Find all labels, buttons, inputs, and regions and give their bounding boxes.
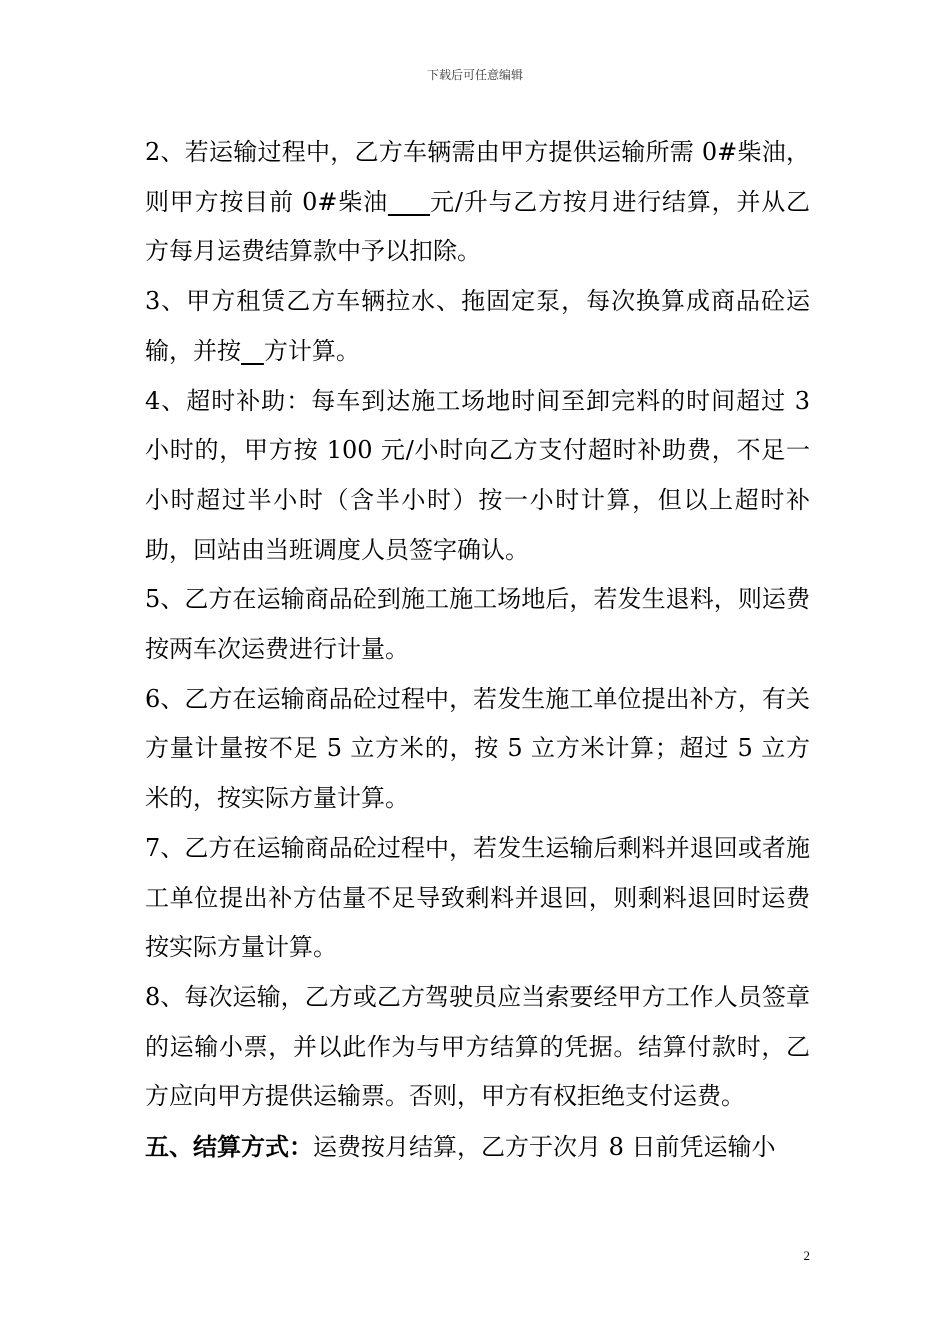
clause-4: 4、超时补助：每车到达施工场地时间至卸完料的时间超过 3 小时的，甲方按 100 元/小时向乙方支付超时补助费，不足一小时超过半小时（含半小时）按一小时计算，但以上超时补助，回站由当班调度人员签字确认。: [145, 386, 810, 564]
clause-7: 7、乙方在运输商品砼过程中，若发生运输后剩料并退回或者施工单位提出补方估量不足导致剩料并退回，则剩料退回时运费按实际方量计算。: [145, 833, 810, 962]
page-header: 下载后可任意编辑: [426, 68, 523, 82]
clause-3: [145, 277, 810, 376]
page-number: 2: [803, 1248, 810, 1263]
clause-8: 8、每次运输，乙方或乙方驾驶员应当索要经甲方工作人员签章的运输小票，并以此作为与甲方结算的凭据。结算付款时，乙方应向甲方提供运输票。否则，甲方有权拒绝支付运费。: [145, 982, 810, 1111]
clause-5: 5、乙方在运输商品砼到施工施工场地后，若发生退料，则运费按两车次运费进行计量。: [145, 585, 810, 664]
clause-3-text-a: 3、甲方租赁乙方车辆拉水、拖固定泵，每次换算成商品砼运输，并按: [145, 287, 810, 365]
fuel-price-blank: [388, 188, 430, 216]
volume-blank: [241, 337, 264, 365]
clause-6: 6、乙方在运输商品砼过程中，若发生施工单位提出补方，有关方量计量按不足 5 立方米的，按 5 立方米计算；超过 5 立方米的，按实际方量计算。: [145, 684, 810, 813]
section-5-text: 运费按月结算，乙方于次月 8 日前凭运输小: [313, 1133, 776, 1162]
clause-2-text-a: 2、若运输过程中，乙方车辆需由甲方提供运输所需 0#柴油，则甲方按目前 0#柴油: [145, 138, 810, 216]
section-5-heading: 五、结算方式：: [145, 1132, 313, 1162]
clause-2: [145, 128, 810, 277]
clause-3-text-b: 方计算。: [263, 336, 360, 365]
document-body: [145, 128, 810, 1173]
clause-2-text-b: 元/升与乙方按月进行结算，并从乙方每月运费结算款中予以扣除。: [145, 187, 810, 266]
section-5-settlement: [145, 1122, 810, 1173]
